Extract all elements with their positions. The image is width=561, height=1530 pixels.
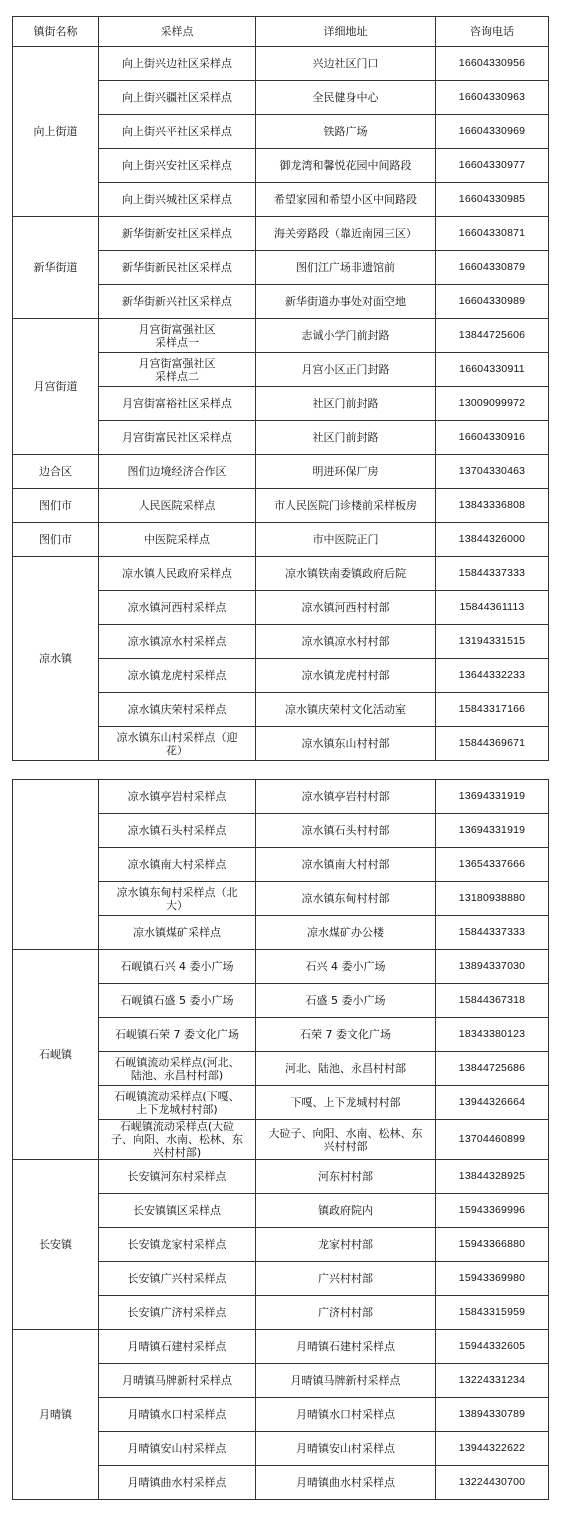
site-cell: 凉水镇东甸村采样点（北 大） [99,882,256,916]
table-row [13,557,549,591]
address-cell: 河东村村部 [256,1160,436,1194]
phone-cell: 16604330989 [436,285,549,319]
site-cell: 凉水镇河西村采样点 [99,591,256,625]
address-cell: 月晴镇安山村采样点 [256,1432,436,1466]
address-cell: 凉水镇龙虎村村部 [256,659,436,693]
phone-cell: 15844337333 [436,916,549,950]
address-cell: 社区门前封路 [256,387,436,421]
address-cell: 凉水镇南大村村部 [256,848,436,882]
site-cell: 月晴镇水口村采样点 [99,1398,256,1432]
site-cell: 凉水镇石头村采样点 [99,814,256,848]
sampling-table-part-1 [12,16,549,761]
header-phone: 咨询电话 [436,17,549,47]
site-cell: 石岘镇流动采样点(大砬 子、向阳、水南、松林、东 兴村村部) [99,1120,256,1160]
phone-cell: 13009099972 [436,387,549,421]
phone-cell: 15944332605 [436,1330,549,1364]
town-cell: 边合区 [13,455,99,489]
phone-cell: 13894337030 [436,950,549,984]
site-cell: 新华街新安社区采样点 [99,217,256,251]
table-row [13,1160,549,1194]
phone-cell: 16604330911 [436,353,549,387]
site-cell: 月宫街富强社区 采样点一 [99,319,256,353]
phone-cell: 13704330463 [436,455,549,489]
site-cell: 向上街兴平社区采样点 [99,115,256,149]
address-cell: 月晴镇马牌新村采样点 [256,1364,436,1398]
address-cell: 御龙湾和馨悦花园中间路段 [256,149,436,183]
phone-cell: 15844369671 [436,727,549,761]
site-cell: 长安镇镇区采样点 [99,1194,256,1228]
address-cell: 新华街道办事处对面空地 [256,285,436,319]
site-cell: 凉水镇龙虎村采样点 [99,659,256,693]
address-cell: 月宫小区正门封路 [256,353,436,387]
address-cell: 下嘎、上下龙城村村部 [256,1086,436,1120]
town-cell: 图们市 [13,489,99,523]
address-cell: 图们江广场非遗馆前 [256,251,436,285]
phone-cell: 15943369980 [436,1262,549,1296]
site-cell: 月晴镇石建村采样点 [99,1330,256,1364]
site-cell: 向上街兴疆社区采样点 [99,81,256,115]
site-cell: 长安镇广兴村采样点 [99,1262,256,1296]
site-cell: 长安镇广济村采样点 [99,1296,256,1330]
phone-cell: 16604330879 [436,251,549,285]
table-row [13,523,549,557]
table-row [13,319,549,353]
address-cell: 社区门前封路 [256,421,436,455]
site-cell: 凉水镇庆荣村采样点 [99,693,256,727]
table-row [13,489,549,523]
site-cell: 凉水镇煤矿采样点 [99,916,256,950]
site-cell: 月晴镇安山村采样点 [99,1432,256,1466]
address-cell: 志诚小学门前封路 [256,319,436,353]
table-header-row [13,17,549,47]
phone-cell: 13704460899 [436,1120,549,1160]
site-cell: 石岘镇流动采样点(下嘎、 上下龙城村村部) [99,1086,256,1120]
address-cell: 镇政府院内 [256,1194,436,1228]
town-cell: 向上街道 [13,47,99,217]
site-cell: 凉水镇东山村采样点（迎 花） [99,727,256,761]
address-cell: 石兴 4 委小广场 [256,950,436,984]
phone-cell: 13644332233 [436,659,549,693]
phone-cell: 15844361113 [436,591,549,625]
site-cell: 月晴镇马牌新村采样点 [99,1364,256,1398]
town-cell: 石岘镇 [13,950,99,1160]
phone-cell: 16604330985 [436,183,549,217]
header-address: 详细地址 [256,17,436,47]
phone-cell: 13844725606 [436,319,549,353]
phone-cell: 13944326664 [436,1086,549,1120]
table-row [13,780,549,814]
phone-cell: 15844337333 [436,557,549,591]
town-cell: 图们市 [13,523,99,557]
phone-cell: 15843317166 [436,693,549,727]
table-row [13,950,549,984]
address-cell: 凉水镇亭岩村村部 [256,780,436,814]
address-cell: 凉水镇东山村村部 [256,727,436,761]
address-cell: 凉水镇铁南委镇政府后院 [256,557,436,591]
site-cell: 凉水镇亭岩村采样点 [99,780,256,814]
table-row [13,455,549,489]
site-cell: 新华街新兴社区采样点 [99,285,256,319]
address-cell: 海关旁路段（靠近南园三区） [256,217,436,251]
site-cell: 月晴镇曲水村采样点 [99,1466,256,1500]
town-cell: 月宫街道 [13,319,99,455]
table-row [13,1330,549,1364]
phone-cell: 16604330956 [436,47,549,81]
town-cell: 长安镇 [13,1160,99,1330]
site-cell: 向上街兴安社区采样点 [99,149,256,183]
address-cell: 凉水镇河西村村部 [256,591,436,625]
address-cell: 凉水镇凉水村村部 [256,625,436,659]
address-cell: 大砬子、向阳、水南、松林、东 兴村村部 [256,1120,436,1160]
address-cell: 凉水镇庆荣村文化活动室 [256,693,436,727]
phone-cell: 13180938880 [436,882,549,916]
site-cell: 石岘镇石兴 4 委小广场 [99,950,256,984]
phone-cell: 13944322622 [436,1432,549,1466]
address-cell: 月晴镇曲水村采样点 [256,1466,436,1500]
phone-cell: 15943369996 [436,1194,549,1228]
phone-cell: 13194331515 [436,625,549,659]
sampling-table-part-2 [12,779,549,1500]
address-cell: 市人民医院门诊楼前采样板房 [256,489,436,523]
site-cell: 月宫街富强社区 采样点二 [99,353,256,387]
site-cell: 人民医院采样点 [99,489,256,523]
address-cell: 广兴村村部 [256,1262,436,1296]
table-row [13,217,549,251]
phone-cell: 16604330963 [436,81,549,115]
header-site: 采样点 [99,17,256,47]
phone-cell: 15943366880 [436,1228,549,1262]
address-cell: 兴边社区门口 [256,47,436,81]
address-cell: 石盛 5 委小广场 [256,984,436,1018]
address-cell: 全民健身中心 [256,81,436,115]
site-cell: 凉水镇南大村采样点 [99,848,256,882]
phone-cell: 16604330977 [436,149,549,183]
site-cell: 月宫街富民社区采样点 [99,421,256,455]
town-cell [13,780,99,950]
phone-cell: 13224331234 [436,1364,549,1398]
header-town: 镇街名称 [13,17,99,47]
site-cell: 月宫街富裕社区采样点 [99,387,256,421]
town-cell: 新华街道 [13,217,99,319]
site-cell: 新华街新民社区采样点 [99,251,256,285]
phone-cell: 15844367318 [436,984,549,1018]
town-cell: 月晴镇 [13,1330,99,1500]
phone-cell: 13844326000 [436,523,549,557]
phone-cell: 13843336808 [436,489,549,523]
address-cell: 河北、陆池、永昌村村部 [256,1052,436,1086]
site-cell: 凉水镇凉水村采样点 [99,625,256,659]
site-cell: 中医院采样点 [99,523,256,557]
site-cell: 石岘镇石盛 5 委小广场 [99,984,256,1018]
site-cell: 凉水镇人民政府采样点 [99,557,256,591]
site-cell: 石岘镇石荣 7 委文化广场 [99,1018,256,1052]
phone-cell: 13654337666 [436,848,549,882]
site-cell: 长安镇龙家村采样点 [99,1228,256,1262]
phone-cell: 13224430700 [436,1466,549,1500]
phone-cell: 13694331919 [436,814,549,848]
phone-cell: 15843315959 [436,1296,549,1330]
address-cell: 明进环保厂房 [256,455,436,489]
address-cell: 龙家村村部 [256,1228,436,1262]
site-cell: 向上街兴边社区采样点 [99,47,256,81]
phone-cell: 18343380123 [436,1018,549,1052]
address-cell: 月晴镇石建村采样点 [256,1330,436,1364]
address-cell: 月晴镇水口村采样点 [256,1398,436,1432]
phone-cell: 13694331919 [436,780,549,814]
site-cell: 向上街兴城社区采样点 [99,183,256,217]
address-cell: 市中医院正门 [256,523,436,557]
phone-cell: 13844725686 [436,1052,549,1086]
site-cell: 图们边境经济合作区 [99,455,256,489]
table-body [13,780,549,1500]
address-cell: 希望家园和希望小区中间路段 [256,183,436,217]
phone-cell: 16604330916 [436,421,549,455]
phone-cell: 16604330969 [436,115,549,149]
address-cell: 石荣 7 委文化广场 [256,1018,436,1052]
town-cell: 凉水镇 [13,557,99,761]
site-cell: 长安镇河东村采样点 [99,1160,256,1194]
site-cell: 石岘镇流动采样点(河北、 陆池、永昌村村部) [99,1052,256,1086]
address-cell: 凉水镇东甸村村部 [256,882,436,916]
phone-cell: 13894330789 [436,1398,549,1432]
table-row [13,47,549,81]
address-cell: 凉水煤矿办公楼 [256,916,436,950]
table-body [13,17,549,761]
phone-cell: 13844328925 [436,1160,549,1194]
address-cell: 广济村村部 [256,1296,436,1330]
address-cell: 凉水镇石头村村部 [256,814,436,848]
address-cell: 铁路广场 [256,115,436,149]
phone-cell: 16604330871 [436,217,549,251]
